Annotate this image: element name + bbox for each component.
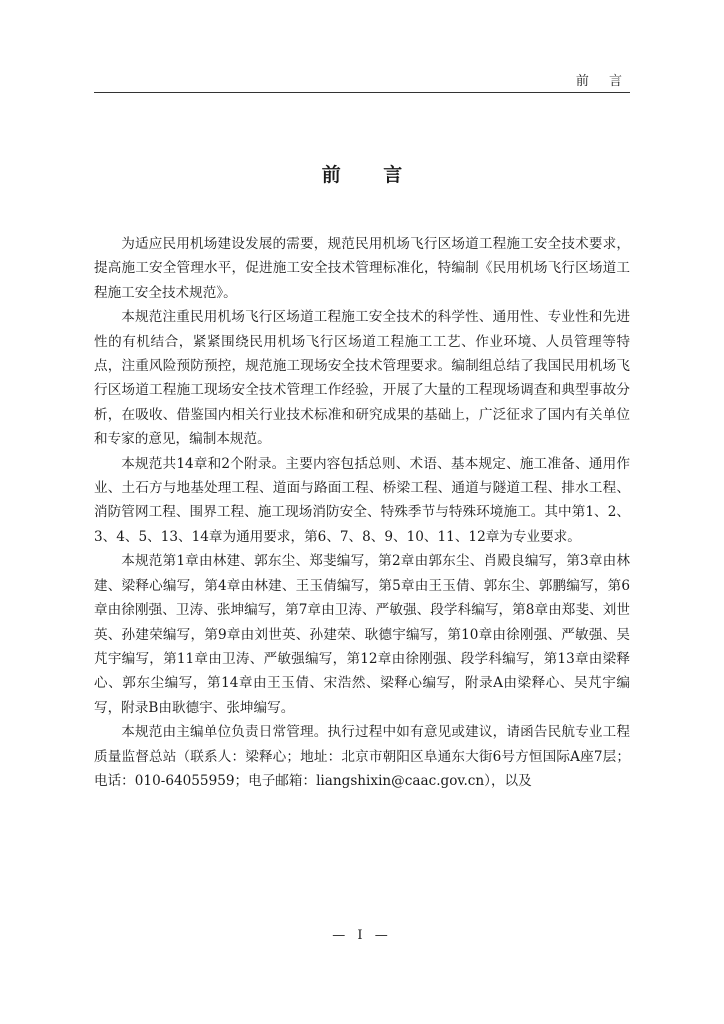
running-header-title: 前 言 <box>575 74 630 89</box>
header-rule <box>94 92 630 93</box>
page-number: — I — <box>332 928 392 943</box>
paragraph-principles: 本规范注重民用机场飞行区场道工程施工安全技术的科学性、通用性、专业性和先进性的有机结合，紧紧围绕民用机场飞行区场道工程施工工艺、作业环境、人员管理等特点，注重风险预防预控，规范施工现场安全技术管理要求。编制组总结了我国民用机场飞行区场道工程施工现场安全技术管理工作经验，开展了大量的工程现场调查和典型事故分析，在吸收、借鉴国内相关行业技术标准和研究成果的基础上，广泛征求了国内有关单位和专家的意见，编制本规范。 <box>94 309 630 448</box>
paragraph-management: 本规范由主编单位负责日常管理。执行过程中如有意见或建议，请函告民航专业工程质量监督总站（联系人：梁释心；地址：北京市朝阳区阜通东大街6号方恒国际A座7层；电话：010-64055959；电子邮箱：liangshixin@caac.gov.cn），以及 <box>94 724 630 789</box>
paragraph-contents: 本规范共14章和2个附录。主要内容包括总则、术语、基本规定、施工准备、通用作业、土石方与地基处理工程、道面与路面工程、桥梁工程、通道与隧道工程、排水工程、消防管网工程、围界工程、施工现场消防安全、特殊季节与特殊环境施工。其中第1、2、3、4、5、13、14章为通用要求，第6、7、8、9、10、11、12章为专业要求。 <box>94 455 630 545</box>
body-text <box>94 232 630 793</box>
paragraph-authors: 本规范第1章由林建、郭东尘、郑斐编写，第2章由郭东尘、肖殿良编写，第3章由林建、梁释心编写，第4章由林建、王玉倩编写，第5章由王玉倩、郭东尘、郭鹏编写，第6章由徐刚强、卫涛、张坤编写，第7章由卫涛、严敏强、段学科编写，第8章由郑斐、刘世英、孙建荣编写，第9章由刘世英、孙建荣、耿德宇编写，第10章由徐刚强、严敏强、吴芃宇编写，第11章由卫涛、严敏强编写，第12章由徐刚强、段学科编写，第13章由梁释心、郭东尘编写，第14章由王玉倩、宋浩然、梁释心编写，附录A由梁释心、吴芃宇编写，附录B由耿德宇、张坤编写。 <box>94 553 630 716</box>
paragraph-purpose: 为适应民用机场建设发展的需要，规范民用机场飞行区场道工程施工安全技术要求，提高施工安全管理水平，促进施工安全技术管理标准化，特编制《民用机场飞行区场道工程施工安全技术规范》。 <box>94 236 630 301</box>
page-title: 前 言 <box>321 164 421 186</box>
